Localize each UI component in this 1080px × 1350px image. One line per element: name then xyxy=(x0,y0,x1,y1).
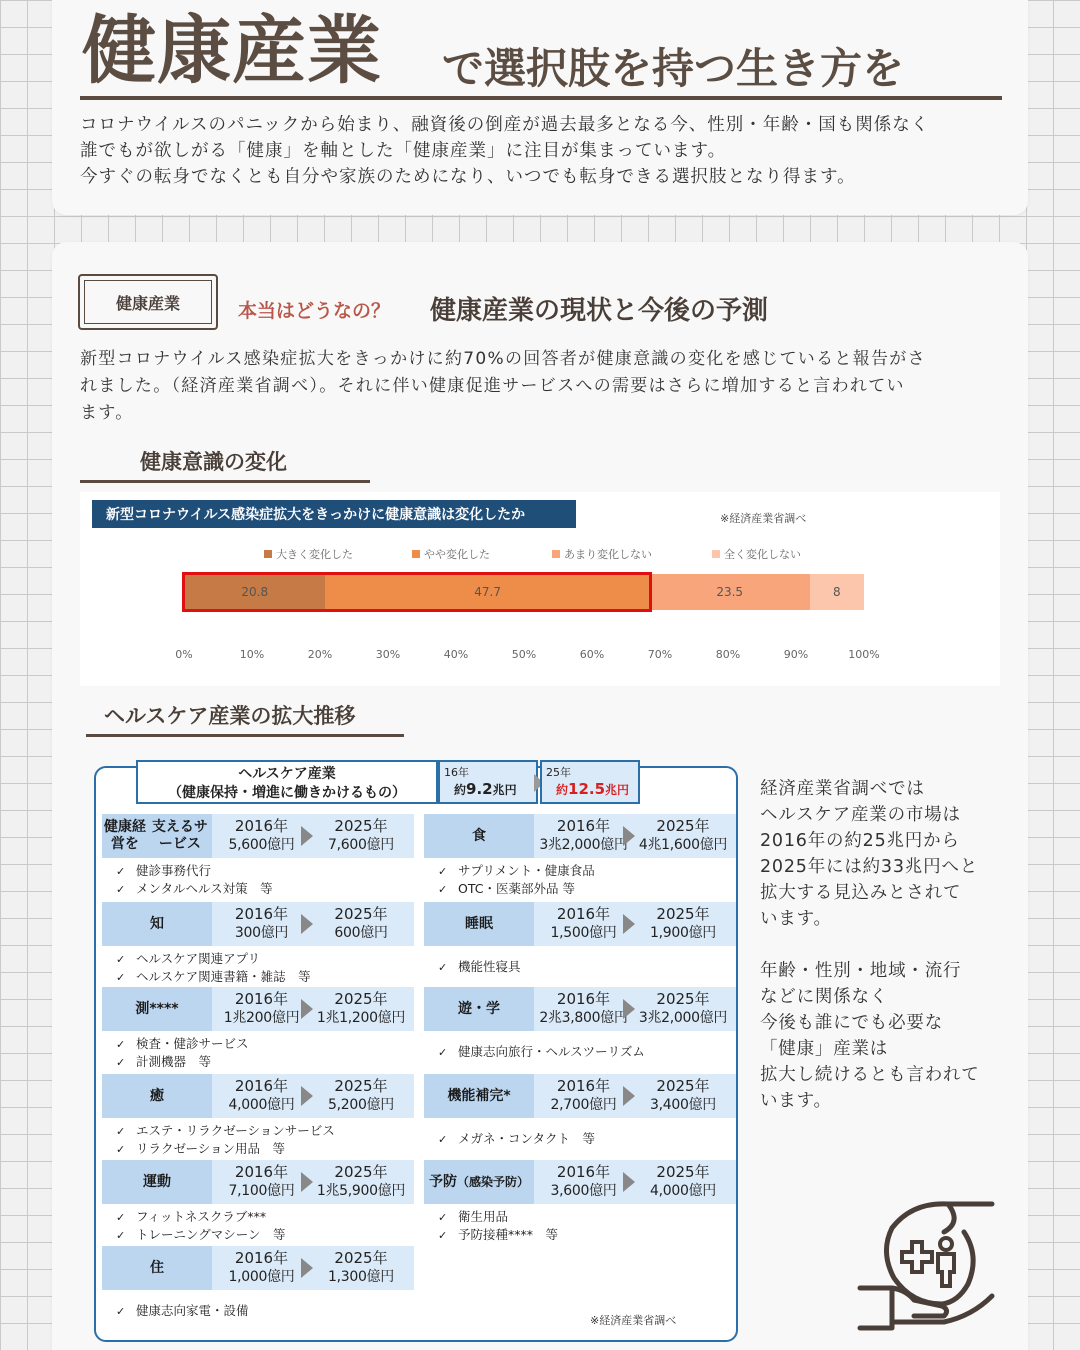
year-label: 2016年 xyxy=(234,1077,289,1095)
value-2025: 3,400億円 xyxy=(650,1097,716,1113)
category-name-line: 予防 xyxy=(428,1173,457,1190)
value-2025: 1,900億円 xyxy=(650,925,716,941)
value-2025-box xyxy=(308,987,414,1031)
year-label: 2016年 xyxy=(556,1163,611,1181)
category-card xyxy=(102,1074,414,1118)
intro-line: コロナウイルスのパニックから始まり、融資後の倒産が過去最多となる今、性別・年齢・国も関係なく xyxy=(80,115,930,135)
x-tick-label: 30% xyxy=(375,648,401,661)
category-name xyxy=(424,1160,534,1204)
side-para-1 xyxy=(760,776,1010,932)
category-name-line: （感染予防） xyxy=(456,1174,529,1189)
category-items xyxy=(434,1130,734,1148)
side-line: 今後も誰にでも必要な xyxy=(760,1013,943,1033)
category-name-line: 知 xyxy=(150,915,164,932)
total-2016 xyxy=(438,760,538,804)
side-line: 拡大する見込みとされて xyxy=(760,883,962,903)
value-2016: 1,500億円 xyxy=(550,925,617,941)
category-items xyxy=(112,1035,412,1071)
category-card xyxy=(102,1246,414,1290)
value-2025: 600億円 xyxy=(334,925,388,941)
value-2025: 4,000億円 xyxy=(650,1183,716,1199)
x-tick-label: 50% xyxy=(511,648,537,661)
total-2016-num: 9.2 xyxy=(466,780,493,798)
growth-arrow-icon xyxy=(301,999,313,1019)
category-item: ✓ 衛生用品 xyxy=(434,1208,734,1226)
category-name xyxy=(424,987,534,1031)
value-2025-box xyxy=(630,902,736,946)
value-2025-box xyxy=(630,1074,736,1118)
growth-arrow-icon xyxy=(623,826,635,846)
category-item: ✓ OTC・医薬部外品 等 xyxy=(434,880,734,898)
category-item: ✓ 予防接種**** 等 xyxy=(434,1226,734,1244)
legend-item xyxy=(412,546,490,562)
legend-label: あまり変化しない xyxy=(564,548,652,561)
value-2025-box xyxy=(308,1074,414,1118)
care-hands-icon xyxy=(852,1192,1000,1332)
growth-arrow-icon xyxy=(623,999,635,1019)
category-item: ✓ メガネ・コンタクト 等 xyxy=(434,1130,734,1148)
category-card xyxy=(424,814,736,858)
category-items xyxy=(112,1122,412,1158)
para-line: 新型コロナウイルス感染症拡大をきっかけに約70%の回答者が健康意識の変化を感じていると報告がさ xyxy=(80,349,926,369)
category-item: ✓ メンタルヘルス対策 等 xyxy=(112,880,412,898)
healthcare-header xyxy=(136,760,438,804)
subhead-healthcare: ヘルスケア産業の拡大推移 xyxy=(86,700,404,737)
side-line: 拡大し続けるとも言われて xyxy=(760,1065,980,1085)
year-label: 2016年 xyxy=(556,905,611,923)
category-name-line: 食 xyxy=(472,827,486,844)
section-paragraph xyxy=(80,346,1010,427)
category-items xyxy=(112,1302,412,1320)
total-2025 xyxy=(540,760,640,804)
category-item: ✓ 計測機器 等 xyxy=(112,1053,412,1071)
year-label: 2016年 xyxy=(234,1249,289,1267)
category-item: ✓ エステ・リラクゼーションサービス xyxy=(112,1122,412,1140)
value-2025: 1,300億円 xyxy=(328,1269,394,1285)
side-line: 「健康」産業は xyxy=(760,1039,889,1059)
awareness-chart xyxy=(80,492,1000,686)
value-2016: 3兆2,000億円 xyxy=(539,837,628,853)
chart-title: 新型コロナウイルス感染症拡大をきっかけに健康意識は変化したか xyxy=(92,500,576,528)
year-label: 2025年 xyxy=(656,990,710,1008)
bar-label: 20.8 xyxy=(241,585,269,599)
growth-arrow-icon xyxy=(301,1258,313,1278)
category-item: ✓ 健診事務代行 xyxy=(112,862,412,880)
category-card xyxy=(102,902,414,946)
value-2016-box xyxy=(534,814,634,858)
value-2016-box xyxy=(212,814,312,858)
category-name-line: 遊・学 xyxy=(458,1000,500,1017)
bar-label: 47.7 xyxy=(474,585,501,599)
growth-arrow-icon xyxy=(301,1172,313,1192)
side-line: 経済産業省調べでは xyxy=(760,779,925,799)
category-name xyxy=(102,1160,212,1204)
year-label: 2025年 xyxy=(334,1077,388,1095)
value-2025: 7,600億円 xyxy=(328,837,394,853)
legend-item xyxy=(264,546,353,562)
category-name-line: 運動 xyxy=(143,1173,171,1190)
value-2025-box xyxy=(308,1160,414,1204)
side-line: ヘルスケア産業の市場は xyxy=(760,805,961,825)
category-card xyxy=(102,814,414,858)
category-item: ✓ 検査・健診サービス xyxy=(112,1035,412,1053)
legend-label: やや変化した xyxy=(424,548,490,561)
year-label: 2016年 xyxy=(234,905,289,923)
para-line: ます。 xyxy=(80,403,134,423)
section-tag xyxy=(78,274,218,330)
category-name xyxy=(102,1246,212,1290)
value-2025: 1兆5,900億円 xyxy=(316,1183,406,1199)
value-2016-box xyxy=(212,1246,312,1290)
intro-line: 誰でもが欲しがる「健康」を軸とした「健康産業」に注目が集まっています。 xyxy=(80,141,727,161)
subhead-awareness: 健康意識の変化 xyxy=(80,446,370,483)
total-2025-num: 12.5 xyxy=(568,780,606,798)
value-2016-box xyxy=(212,1160,312,1204)
para-line: れました。（経済産業省調べ）。それに伴い健康促進サービスへの需要はさらに増加すると言われてい xyxy=(80,376,905,396)
legend-item xyxy=(712,546,801,562)
category-name xyxy=(424,902,534,946)
legend-label: 全く変化しない xyxy=(724,548,801,561)
total-2016-unit: 兆円 xyxy=(492,783,517,797)
value-2016-box xyxy=(212,1074,312,1118)
year-label: 2016年 xyxy=(556,1077,611,1095)
category-name xyxy=(102,902,212,946)
category-name xyxy=(424,814,534,858)
growth-arrow-icon xyxy=(623,1172,635,1192)
year-label: 2025年 xyxy=(656,1077,710,1095)
value-2025-box xyxy=(630,814,736,858)
category-item: ✓ リラクゼーション用品 等 xyxy=(112,1140,412,1158)
year-label: 2016年 xyxy=(234,817,289,835)
year-label: 2025年 xyxy=(656,1163,710,1181)
year-label: 2016年 xyxy=(234,990,289,1008)
x-tick-label: 90% xyxy=(783,648,809,661)
category-name-line: 健康経営を xyxy=(103,819,146,852)
year-label: 2025年 xyxy=(334,1163,388,1181)
x-tick-label: 60% xyxy=(579,648,605,661)
legend-swatch xyxy=(412,550,420,558)
category-items xyxy=(434,1043,734,1061)
highlight-frame xyxy=(182,572,652,612)
value-2025: 5,200億円 xyxy=(328,1097,394,1113)
healthcare-header-desc: （健康保持・増進に働きかけるもの） xyxy=(168,785,406,801)
value-2016: 300億円 xyxy=(234,925,289,941)
year-label: 2025年 xyxy=(334,990,388,1008)
value-2016: 3,600億円 xyxy=(550,1183,617,1199)
category-item: ✓ フィットネスクラブ*** xyxy=(112,1208,412,1226)
category-card xyxy=(424,902,736,946)
legend-item xyxy=(552,546,652,562)
intro-text xyxy=(80,112,1010,190)
value-2016: 2,700億円 xyxy=(550,1097,617,1113)
category-name xyxy=(102,987,212,1031)
growth-arrow-icon xyxy=(623,1086,635,1106)
value-2016-box xyxy=(212,902,312,946)
total-2025-unit: 兆円 xyxy=(605,783,630,797)
category-item: ✓ トレーニングマシーン 等 xyxy=(112,1226,412,1244)
growth-arrow-icon xyxy=(623,914,635,934)
category-items xyxy=(434,958,734,976)
category-item: ✓ ヘルスケア関連アプリ xyxy=(112,950,412,968)
value-2016: 1,000億円 xyxy=(228,1269,295,1285)
bar-label: 23.5 xyxy=(716,585,744,599)
section-question: 本当はどうなの？ xyxy=(238,300,391,322)
category-item: ✓ サプリメント・健康食品 xyxy=(434,862,734,880)
growth-arrow-icon xyxy=(301,914,313,934)
value-2016: 4,000億円 xyxy=(228,1097,295,1113)
category-name-line: 機能補完* xyxy=(447,1087,511,1104)
category-name-line: 測**** xyxy=(135,1000,179,1017)
value-2016: 7,100億円 xyxy=(228,1183,295,1199)
value-2016-box xyxy=(534,1074,634,1118)
x-tick-label: 40% xyxy=(443,648,469,661)
category-name xyxy=(102,1074,212,1118)
side-line: 2016年の約25兆円から xyxy=(760,831,960,851)
side-line: います。 xyxy=(760,909,832,929)
section-title: 健康産業の現状と今後の予測 xyxy=(430,296,769,326)
year-label: 2025年 xyxy=(334,817,388,835)
value-2016: 2兆3,800億円 xyxy=(539,1010,628,1026)
category-name-line: 住 xyxy=(150,1259,164,1276)
year-label: 2016年 xyxy=(556,817,611,835)
headline-main: 健康産業 xyxy=(82,8,382,94)
section-tag-label: 健康産業 xyxy=(84,280,212,324)
headline-sub: で選択肢を持つ生き方を xyxy=(442,44,905,93)
total-2016-value xyxy=(454,780,517,798)
intro-line: 今すぐの転身でなくとも自分や家族のためになり、いつでも転身できる選択肢となり得ます。 xyxy=(80,167,856,187)
total-2025-prefix: 約 xyxy=(556,783,569,797)
category-name xyxy=(424,1074,534,1118)
growth-arrow-icon xyxy=(301,1086,313,1106)
value-2016-box xyxy=(534,902,634,946)
headline xyxy=(80,0,1002,100)
category-items xyxy=(112,950,412,986)
value-2016-box xyxy=(534,1160,634,1204)
x-tick-label: 20% xyxy=(307,648,333,661)
side-line: などに関係なく xyxy=(760,987,889,1007)
value-2025-box xyxy=(630,987,736,1031)
year-label: 2016年 xyxy=(556,990,611,1008)
x-tick-label: 10% xyxy=(239,648,265,661)
category-item: ✓ 機能性寝具 xyxy=(434,958,734,976)
year-label: 2016年 xyxy=(234,1163,289,1181)
side-text xyxy=(760,776,1010,1114)
value-2025-box xyxy=(308,1246,414,1290)
value-2025: 3兆2,000億円 xyxy=(638,1010,728,1026)
category-item: ✓ 健康志向家電・設備 xyxy=(112,1302,412,1320)
bar-label: 8 xyxy=(832,585,841,599)
side-line: 年齢・性別・地域・流行 xyxy=(760,961,962,981)
value-2016: 1兆200億円 xyxy=(223,1010,300,1026)
value-2025: 4兆1,600億円 xyxy=(638,837,728,853)
category-item: ✓ ヘルスケア関連書籍・雑誌 等 xyxy=(112,968,412,986)
x-tick-label: 70% xyxy=(647,648,673,661)
legend-swatch xyxy=(264,550,272,558)
total-2025-year: 25年 xyxy=(546,766,571,779)
category-card xyxy=(424,1074,736,1118)
healthcare-note: ※経済産業省調べ xyxy=(590,1314,677,1327)
healthcare-header-title: ヘルスケア産業 xyxy=(238,766,336,782)
category-items xyxy=(112,1208,412,1244)
value-2025-box xyxy=(308,902,414,946)
value-2025-box xyxy=(630,1160,736,1204)
category-name-line: 睡眠 xyxy=(465,915,493,932)
side-line: 2025年には約33兆円へと xyxy=(760,857,979,877)
category-name xyxy=(102,814,212,858)
category-card xyxy=(102,987,414,1031)
chart-note: ※経済産業省調べ xyxy=(720,512,807,525)
year-label: 2025年 xyxy=(656,817,710,835)
x-tick-label: 0% xyxy=(175,648,193,661)
category-name-line: 支えるサービス xyxy=(151,819,208,852)
total-2016-year: 16年 xyxy=(444,766,469,779)
category-items xyxy=(434,862,734,898)
value-2025: 1兆1,200億円 xyxy=(316,1010,406,1026)
year-label: 2025年 xyxy=(334,905,388,923)
category-card xyxy=(424,987,736,1031)
legend-label: 大きく変化した xyxy=(276,548,353,561)
value-2016: 5,600億円 xyxy=(228,837,295,853)
category-card xyxy=(424,1160,736,1204)
side-line: います。 xyxy=(760,1091,832,1111)
year-label: 2025年 xyxy=(656,905,710,923)
x-tick-label: 100% xyxy=(848,648,880,661)
value-2016-box xyxy=(212,987,312,1031)
legend-swatch xyxy=(552,550,560,558)
category-card xyxy=(102,1160,414,1204)
bar-segment xyxy=(650,574,810,610)
category-items xyxy=(434,1208,734,1244)
side-para-2 xyxy=(760,958,1010,1114)
legend-swatch xyxy=(712,550,720,558)
total-2016-prefix: 約 xyxy=(454,783,467,797)
year-label: 2025年 xyxy=(334,1249,388,1267)
bar-segment xyxy=(810,574,864,610)
category-item: ✓ 健康志向旅行・ヘルスツーリズム xyxy=(434,1043,734,1061)
growth-arrow-icon xyxy=(301,826,313,846)
x-tick-label: 80% xyxy=(715,648,741,661)
value-2016-box xyxy=(534,987,634,1031)
category-items xyxy=(112,862,412,898)
category-name-line: 癒 xyxy=(150,1087,164,1104)
value-2025-box xyxy=(308,814,414,858)
total-2025-value xyxy=(556,780,629,798)
